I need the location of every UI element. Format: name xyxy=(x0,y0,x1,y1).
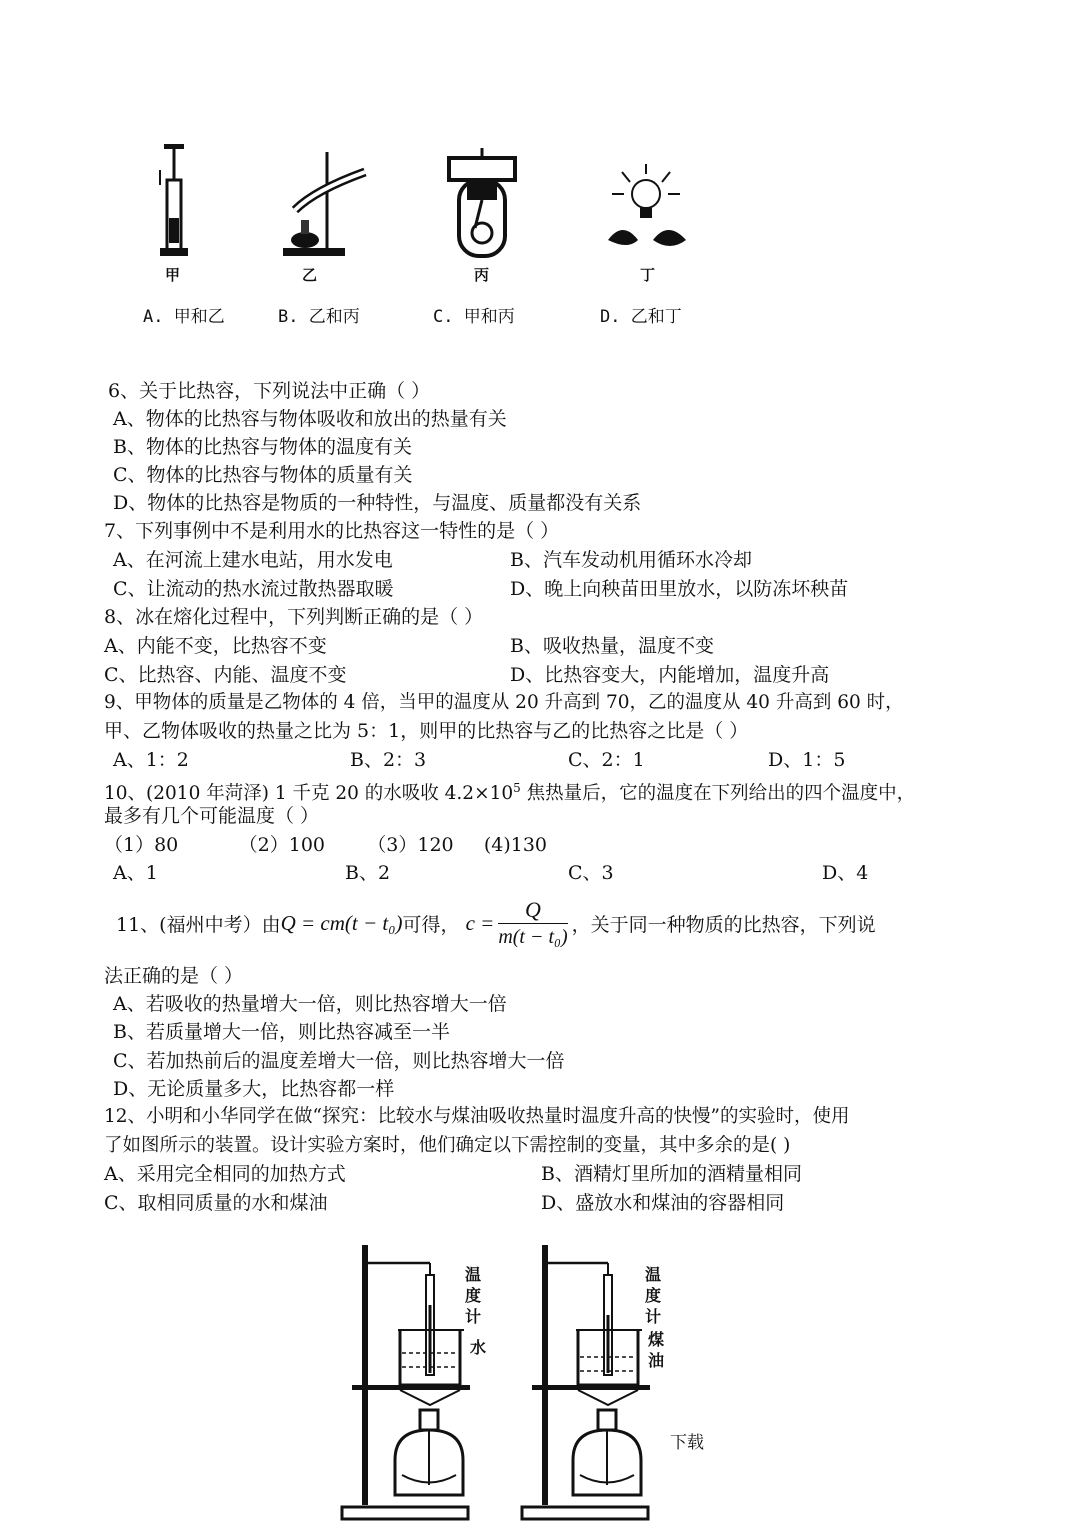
q11-post: ，关于同一种物质的比热容，下列说 xyxy=(571,913,876,936)
q8-option-c: C、比热容、内能、温度不变 xyxy=(104,664,347,686)
figure-label-jia: 甲 xyxy=(165,266,181,284)
q11-fraction-numerator: Q xyxy=(498,897,567,924)
option-c-top: C. 甲和丙 xyxy=(433,307,515,327)
q12-option-c: C、取相同质量的水和煤油 xyxy=(104,1192,328,1214)
q10-temps: （1）80 （2）100 （3）120 (4)130 xyxy=(104,834,548,856)
apparatus-kerosene xyxy=(520,1245,650,1525)
figure-jia-pump xyxy=(150,140,200,265)
q12-option-a: A、采用完全相同的加热方式 xyxy=(104,1163,346,1185)
water-thermometer-label-2: 度 xyxy=(465,1286,482,1305)
kerosene-thermometer-label-2: 度 xyxy=(645,1286,662,1305)
kerosene-thermometer-label-3: 计 xyxy=(645,1307,662,1326)
q11-mid: 可得， xyxy=(402,913,460,936)
q11-option-c: C、若加热前后的温度差增大一倍，则比热容增大一倍 xyxy=(113,1050,565,1072)
figure-yi-test-tube xyxy=(275,150,375,260)
q7-stem: 7、下列事例中不是利用水的比热容这一特性的是（ ） xyxy=(104,520,560,542)
kerosene-label-1: 煤 xyxy=(648,1330,665,1349)
q10-stem-pre: 10、(2010 年菏泽) 1 千克 20 的水吸收 4.2×10 xyxy=(104,783,514,805)
q7-option-b: B、汽车发动机用循环水冷却 xyxy=(510,549,752,571)
q7-option-d: D、晚上向秧苗田里放水，以防冻坏秧苗 xyxy=(510,578,849,600)
q12-option-d: D、盛放水和煤油的容器相同 xyxy=(541,1192,785,1214)
q11-equation-1: Q = cm(t − t₀) xyxy=(280,910,403,935)
q11-fraction xyxy=(498,897,567,950)
q9-option-b: B、2：3 xyxy=(350,749,427,771)
q12-stem-line1: 12、小明和小华同学在做“探究：比较水与煤油吸收热量时温度升高的快慢”的实验时，使用 xyxy=(104,1106,850,1127)
q11-pre: 11、(福州中考）由 xyxy=(116,913,281,936)
q10-option-d: D、4 xyxy=(822,862,869,884)
q6-option-d: D、物体的比热容是物质的一种特性，与温度、质量都没有关系 xyxy=(113,492,642,514)
apparatus-water xyxy=(340,1245,470,1525)
download-label: 下载 xyxy=(670,1433,704,1453)
figure-label-bing: 丙 xyxy=(474,266,490,284)
q8-stem: 8、冰在熔化过程中，下列判断正确的是（ ） xyxy=(104,606,484,628)
q11-option-b: B、若质量增大一倍，则比热容减至一半 xyxy=(113,1021,450,1043)
figure-label-ding: 丁 xyxy=(640,266,656,284)
option-d-top: D. 乙和丁 xyxy=(600,307,682,327)
q6-option-a: A、物体的比热容与物体吸收和放出的热量有关 xyxy=(113,408,507,430)
q10-exponent: 5 xyxy=(513,781,521,795)
q8-option-d: D、比热容变大，内能增加，温度升高 xyxy=(510,664,830,686)
q10-option-a: A、1 xyxy=(113,862,158,884)
q6-option-c: C、物体的比热容与物体的质量有关 xyxy=(113,464,413,486)
q10-stem-line1 xyxy=(104,777,915,805)
water-thermometer-label-1: 温 xyxy=(465,1265,482,1284)
q11-option-d: D、无论质量多大，比热容都一样 xyxy=(113,1078,395,1100)
q9-stem-line2: 甲、乙物体吸收的热量之比为 5：1，则甲的比热容与乙的比热容之比是（ ） xyxy=(104,720,749,742)
option-b-top: B. 乙和丙 xyxy=(278,307,360,327)
q9-option-c: C、2：1 xyxy=(568,749,645,771)
figure-label-yi: 乙 xyxy=(302,266,318,284)
q10-option-b: B、2 xyxy=(345,862,391,884)
q8-option-b: B、吸收热量，温度不变 xyxy=(510,635,714,657)
q12-option-b: B、酒精灯里所加的酒精量相同 xyxy=(541,1163,802,1185)
q12-stem-line2: 了如图所示的装置。设计实验方案时，他们确定以下需控制的变量，其中多余的是( ) xyxy=(104,1135,791,1156)
q11-option-a: A、若吸收的热量增大一倍，则比热容增大一倍 xyxy=(113,993,507,1015)
option-a-top: A. 甲和乙 xyxy=(143,307,225,327)
figure-bing-engine xyxy=(445,148,520,263)
kerosene-thermometer-label-1: 温 xyxy=(645,1265,662,1284)
q7-option-c: C、让流动的热水流过散热器取暖 xyxy=(113,578,394,600)
q9-option-a: A、1：2 xyxy=(113,749,189,771)
q6-option-b: B、物体的比热容与物体的温度有关 xyxy=(113,436,412,458)
q10-stem-post: 焦热量后，它的温度在下列给出的四个温度中， xyxy=(520,783,916,805)
q10-option-c: C、3 xyxy=(568,862,614,884)
kerosene-label-2: 油 xyxy=(648,1351,665,1370)
water-thermometer-label-3: 计 xyxy=(465,1307,482,1326)
q11-stem-line2: 法正确的是（ ） xyxy=(104,965,244,987)
water-label: 水 xyxy=(470,1338,487,1357)
q11-stem-line1 xyxy=(116,892,876,954)
q8-option-a: A、内能不变，比热容不变 xyxy=(104,635,327,657)
q9-option-d: D、1：5 xyxy=(768,749,846,771)
q10-stem-line2: 最多有几个可能温度（ ） xyxy=(104,805,320,827)
q9-stem-line1: 9、甲物体的质量是乙物体的 4 倍，当甲的温度从 20 升高到 70，乙的温度从 40 升高到 60 时， xyxy=(104,692,904,713)
q7-option-a: A、在河流上建水电站，用水发电 xyxy=(113,549,393,571)
q11-fraction-denominator: m(t − t₀) xyxy=(498,925,568,948)
q11-equation-2-lhs: c = xyxy=(465,910,495,935)
figure-ding-bulb xyxy=(598,160,693,260)
q6-stem: 6、关于比热容，下列说法中正确（ ） xyxy=(108,380,431,402)
